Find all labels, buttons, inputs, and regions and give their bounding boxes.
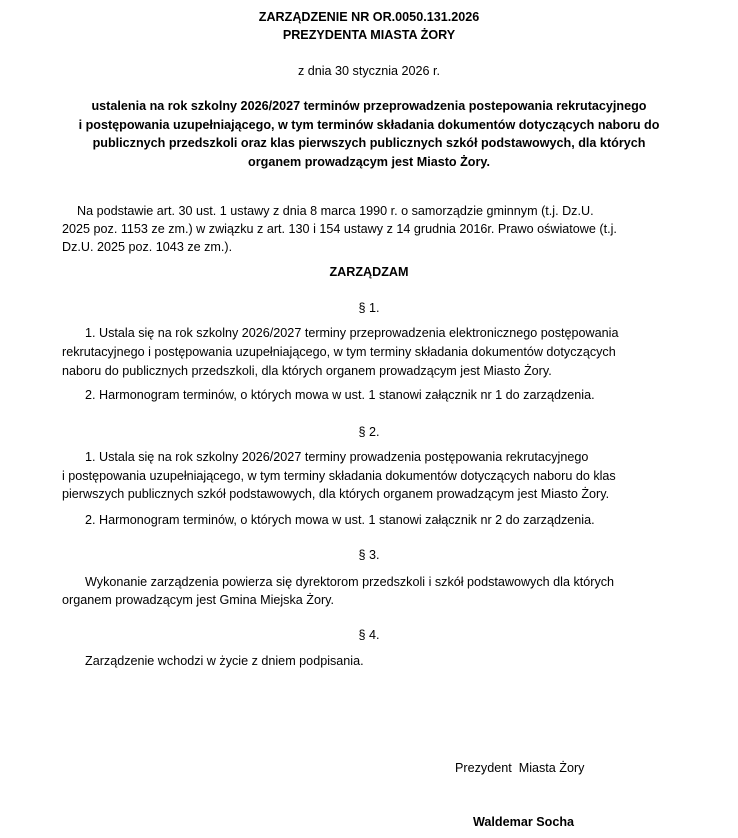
section-3-heading: § 3.	[358, 548, 380, 562]
document-date: z dnia 30 stycznia 2026 r.	[297, 64, 441, 78]
subject-line: i postępowania uzupełniającego, w tym terminów składania dokumentów dotyczących naboru do	[78, 118, 660, 132]
paragraph-line: naboru do publicznych przedszkoli, dla których organem prowadzącym jest Miasto Żory.	[62, 364, 552, 378]
paragraph-line: 1. Ustala się na rok szkolny 2026/2027 terminy przeprowadzenia elektronicznego postępowania	[85, 326, 619, 340]
section-1-heading: § 1.	[358, 301, 380, 315]
paragraph-line: pierwszych publicznych szkół podstawowych, dla których organem prowadzącym jest Miasto Żory.	[62, 487, 610, 501]
section-4-paragraph: Zarządzenie wchodzi w życie z dniem podpisania.	[85, 654, 364, 668]
decree-word: ZARZĄDZAM	[329, 265, 409, 279]
subject-line: ustalenia na rok szkolny 2026/2027 terminów przeprowadzenia postepowania rekrutacyjnego	[91, 99, 647, 113]
legal-basis-line: 2025 poz. 1153 ze zm.) w związku z art. 130 i 154 ustawy z 14 grudnia 2016r. Prawo oświatowe (t.j.	[62, 222, 617, 236]
paragraph-line: organem prowadzącym jest Gmina Miejska Żory.	[62, 593, 335, 607]
legal-basis-line: Na podstawie art. 30 ust. 1 ustawy z dnia 8 marca 1990 r. o samorządzie gminnym (t.j. Dz.U.	[77, 204, 594, 218]
document-number: ZARZĄDZENIE NR OR.0050.131.2026	[258, 10, 480, 24]
paragraph-line: 1. Ustala się na rok szkolny 2026/2027 terminy prowadzenia postępowania rekrutacyjnego	[85, 450, 589, 464]
subject-line: organem prowadzącym jest Miasto Żory.	[248, 155, 490, 169]
issuer: PREZYDENTA MIASTA ŻORY	[282, 28, 456, 42]
section-2-heading: § 2.	[358, 425, 380, 439]
paragraph-line: i postępowania uzupełniającego, w tym terminy składania dokumentów dotyczących naboru do klas	[62, 469, 616, 483]
signatory-title: Prezydent Miasta Żory	[455, 761, 585, 775]
paragraph-line: Wykonanie zarządzenia powierza się dyrektorom przedszkoli i szkół podstawowych dla których	[85, 575, 615, 589]
section-1-paragraph-2: 2. Harmonogram terminów, o których mowa w ust. 1 stanowi załącznik nr 1 do zarządzenia.	[85, 388, 595, 402]
subject-line: publicznych przedszkoli oraz klas pierwszych publicznych szkół podstawowych, dla których	[92, 136, 646, 150]
legal-basis-line: Dz.U. 2025 poz. 1043 ze zm.).	[62, 240, 233, 254]
section-4-heading: § 4.	[358, 628, 380, 642]
signatory-name: Waldemar Socha	[473, 815, 575, 829]
section-2-paragraph-2: 2. Harmonogram terminów, o których mowa w ust. 1 stanowi załącznik nr 2 do zarządzenia.	[85, 513, 595, 527]
paragraph-line: rekrutacyjnego i postępowania uzupełniającego, w tym terminy składania dokumentów dotyczących	[62, 345, 616, 359]
